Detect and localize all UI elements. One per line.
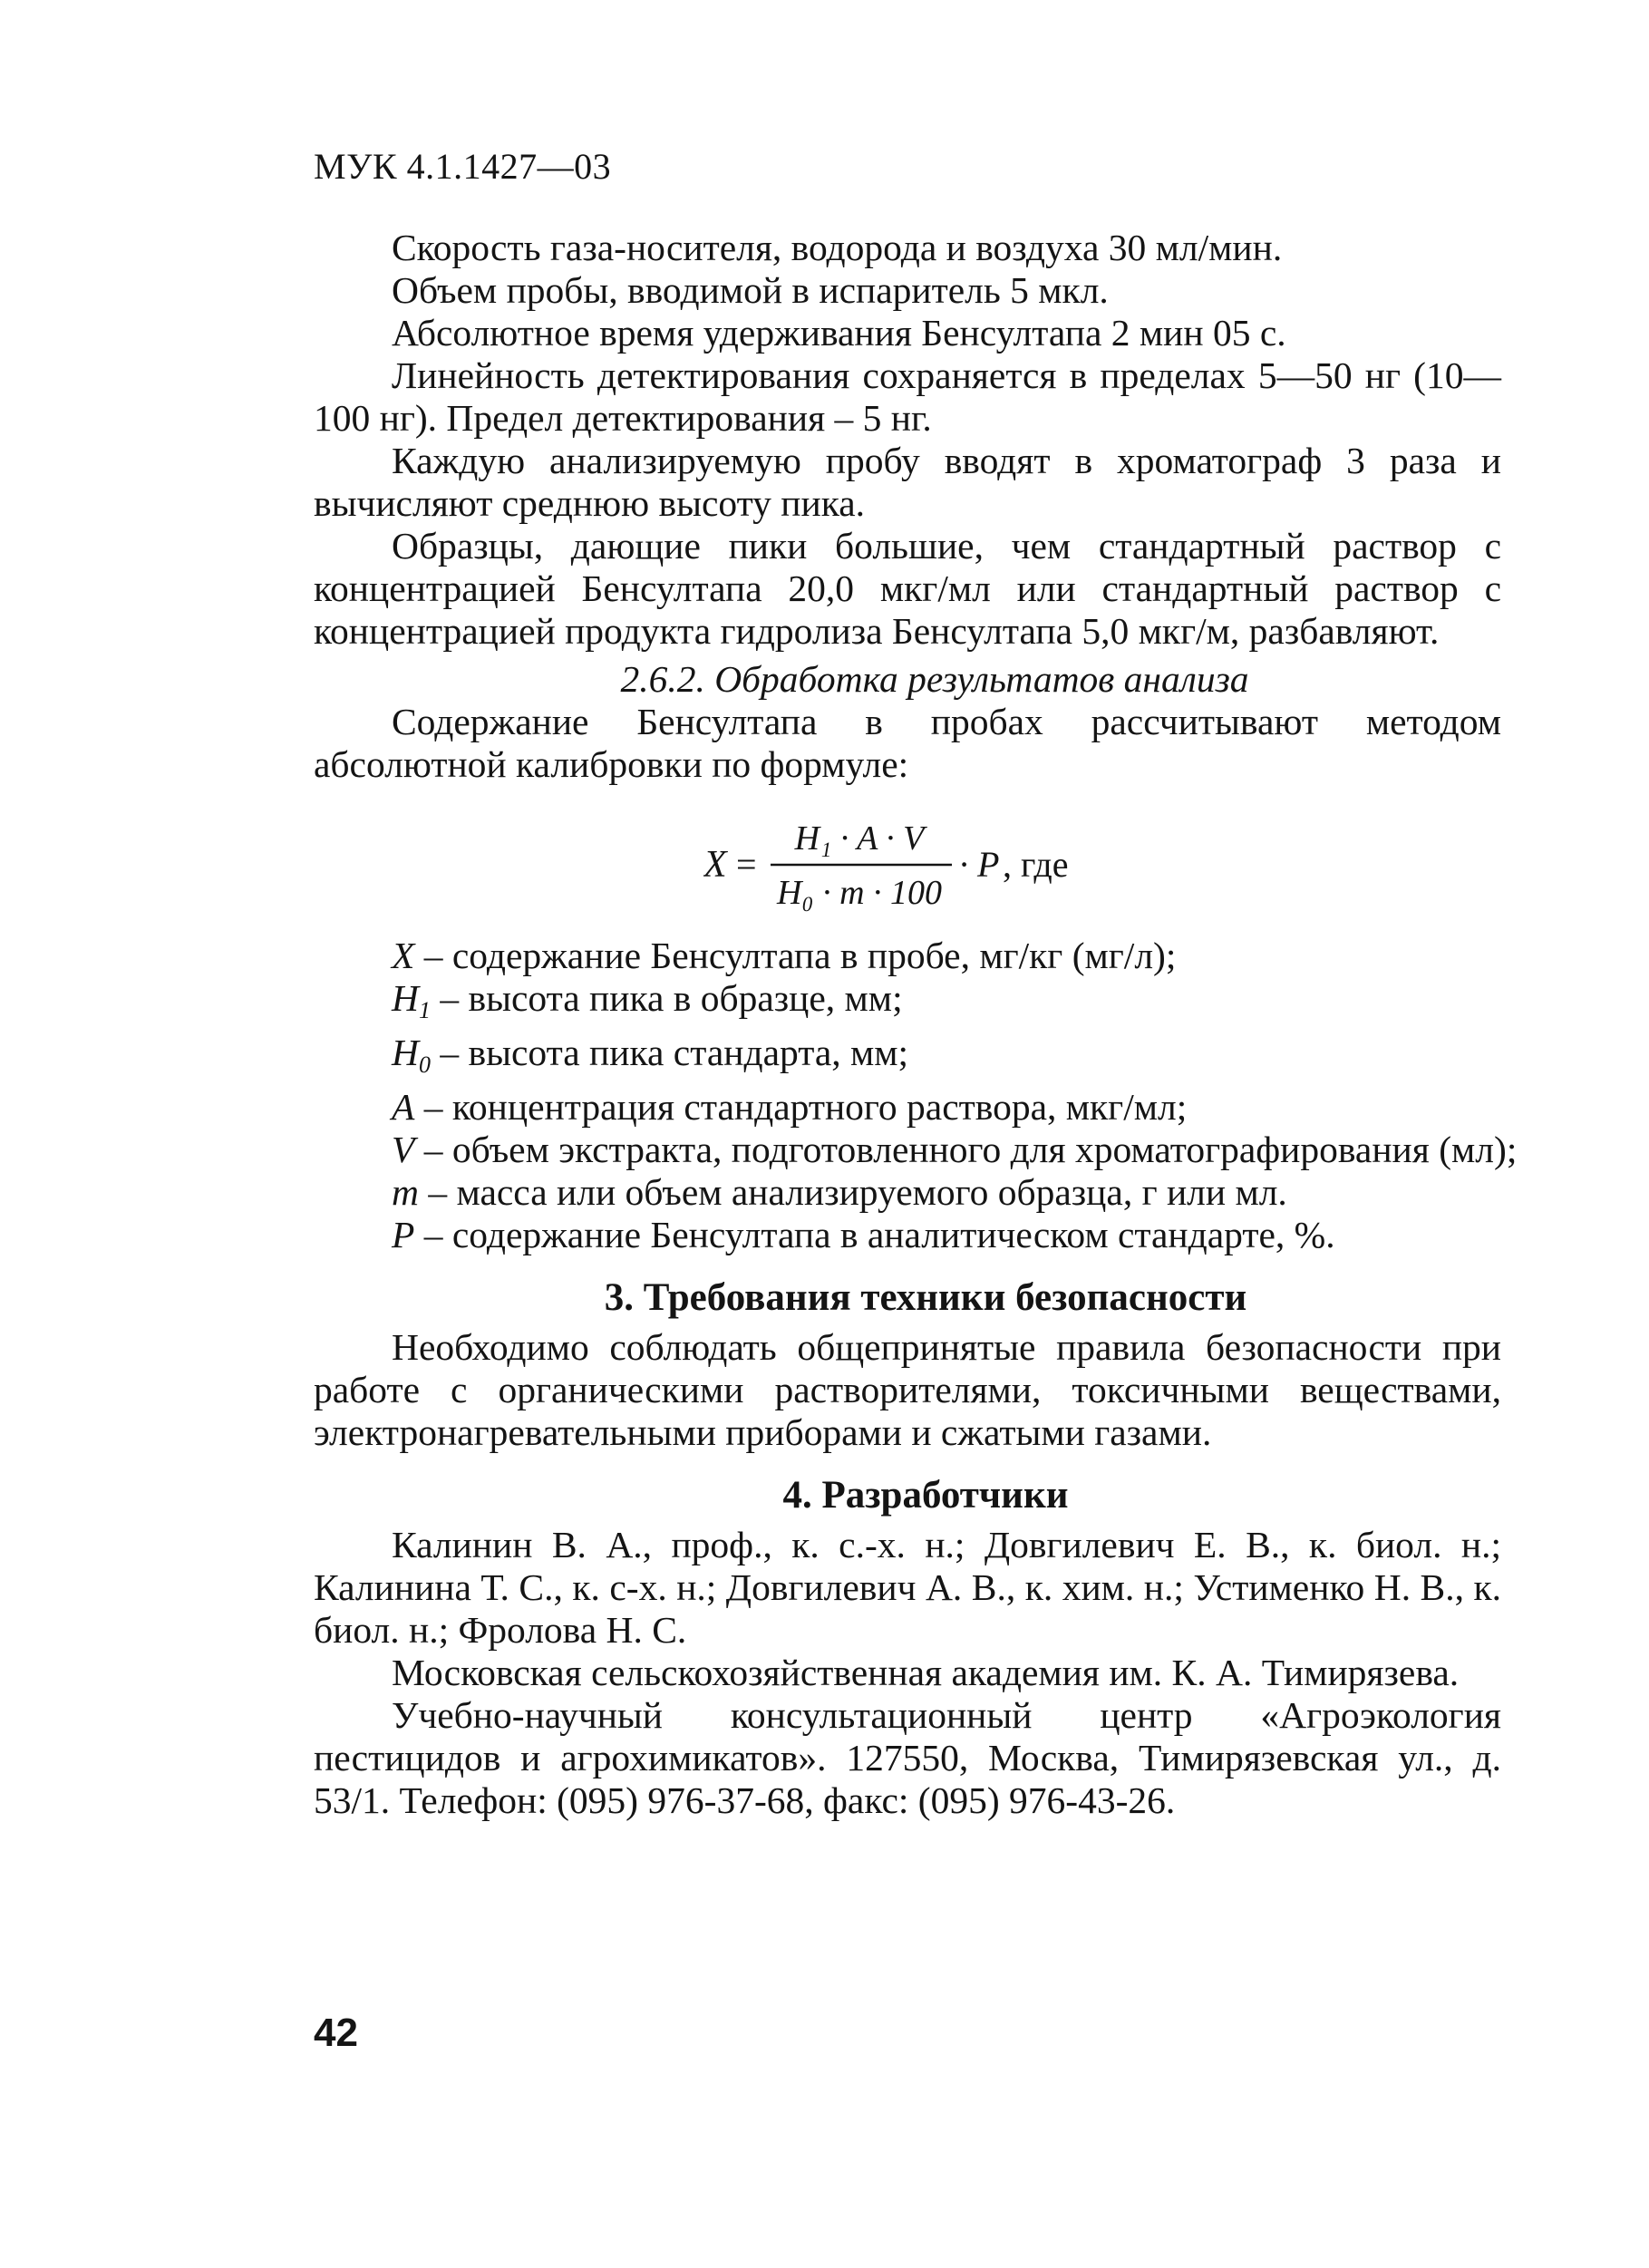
param-retention-time: Абсолютное время удерживания Бенсултапа 2 мин 05 с. — [392, 312, 1286, 354]
formula — [703, 799, 1211, 926]
formula-suffix: , где — [1003, 844, 1069, 885]
section-4-title: 4. Разработчики — [782, 1474, 1069, 1517]
definition-v: V – объем экстракта, подготовленного для хроматографирования (мл); — [392, 1129, 1518, 1170]
section-3-text: Необходимо соблюдать общепринятые правила безопасности при работе с органическими растворителями, токсичными веществами, электронагревательными приборами и сжатыми газами. — [314, 1326, 1501, 1453]
formula-denominator: H₀ · m · 100 — [776, 874, 943, 912]
document-code-header: МУК 4.1.1427—03 — [314, 146, 612, 187]
section-4-academy: Московская сельскохозяйственная академия им. К. А. Тимирязева. — [392, 1652, 1460, 1693]
formula-lhs: X — [703, 844, 727, 886]
definition-m: m – масса или объем анализируемого образца, г или мл. — [392, 1171, 1287, 1213]
definition-x: X – содержание Бенсултапа в пробе, мг/кг (мг/л); — [392, 935, 1177, 976]
variable-definitions — [314, 935, 1518, 1256]
paragraph-linearity: Линейность детектирования сохраняется в пределах 5—50 нг (10—100 нг). Предел детектирования – 5 нг. — [314, 354, 1501, 439]
formula-multiplier: · P — [959, 844, 1000, 885]
formula-block — [314, 799, 1501, 926]
section-4-authors: Калинин В. А., проф., к. с.-х. н.; Довгилевич Е. В., к. биол. н.; Калинина Т. С., к. с-х. н.; Довгилевич А. В., к. хим. н.; Устименко Н. В., к. биол. н.; Фролова Н. С. — [314, 1524, 1501, 1651]
page-content — [314, 227, 1518, 1822]
paragraph-dilution: Образцы, дающие пики большие, чем стандартный раствор с концентрацией Бенсултапа 20,0 мкг/мл или стандартный раствор с концентрацией продукта гидролиза Бенсултапа 5,0 мкг/м, разбавляют. — [314, 525, 1501, 652]
paragraph-injection: Каждую анализируемую пробу вводят в хроматограф 3 раза и вычисляют среднюю высоту пика. — [314, 440, 1501, 524]
formula-numerator: H₁ · A · V — [794, 819, 925, 858]
definition-p: P – содержание Бенсултапа в аналитическом стандарте, %. — [392, 1214, 1335, 1255]
formula-equals: = — [736, 844, 757, 885]
section-4-center: Учебно-научный консультационный центр «Агроэкология пестицидов и агрохимикатов». 127550, Москва, Тимирязевская ул., д. 53/1. Телефон: (095) 976-37-68, факс: (095) 976-43-26. — [314, 1694, 1501, 1821]
subsection-title: 2.6.2. Обработка результатов анализа — [620, 658, 1249, 700]
param-carrier-gas-speed: Скорость газа-носителя, водорода и воздуха 30 мл/мин. — [392, 227, 1283, 268]
definition-a: A – концентрация стандартного раствора, мкг/мл; — [392, 1086, 1188, 1128]
definition-h0: $H_0$ – высота пика стандарта, мм; — [392, 1032, 909, 1078]
page-number: 42 — [314, 2011, 358, 2055]
param-sample-volume: Объем пробы, вводимой в испаритель 5 мкл. — [392, 269, 1109, 311]
paragraph-calc-intro: Содержание Бенсултапа в пробах рассчитывают методом абсолютной калибровки по формуле: — [314, 701, 1501, 785]
definition-h1: $H_1$ – высота пика в образце, мм; — [392, 977, 903, 1023]
section-3-title: 3. Требования техники безопасности — [604, 1276, 1247, 1319]
